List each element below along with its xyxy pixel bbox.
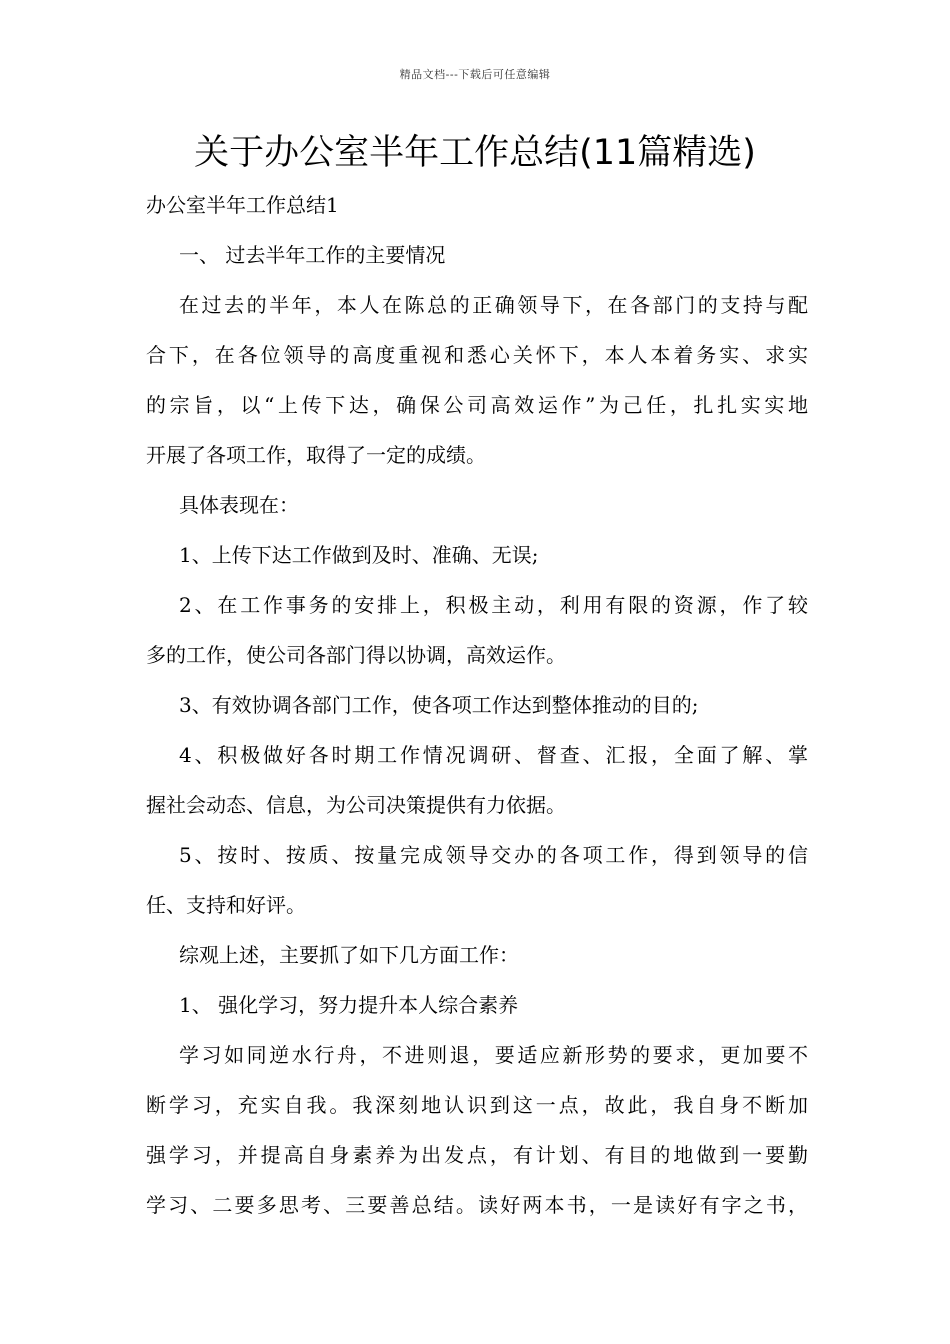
paragraph-line: 具体表现在： <box>179 493 299 517</box>
paragraph-line: 断学习，充实自我。我深刻地认识到这一点，故此，我自身不断加 <box>146 1093 808 1117</box>
paragraph-line: 在过去的半年，本人在陈总的正确领导下，在各部门的支持与配 <box>179 293 808 317</box>
list-item: 1、上传下达工作做到及时、准确、无误; <box>179 543 539 567</box>
document-title: 关于办公室半年工作总结(11篇精选) <box>194 133 756 173</box>
list-item: 2、在工作事务的安排上，积极主动，利用有限的资源，作了较 <box>179 593 808 617</box>
paragraph-line: 开展了各项工作，取得了一定的成绩。 <box>146 443 486 467</box>
paragraph-line: 综观上述，主要抓了如下几方面工作： <box>179 943 519 967</box>
paragraph-line: 合下，在各位领导的高度重视和悉心关怀下，本人本着务实、求实 <box>146 343 808 367</box>
list-item-continuation: 握社会动态、信息，为公司决策提供有力依据。 <box>146 793 566 817</box>
paragraph-line: 强学习，并提高自身素养为出发点，有计划、有目的地做到一要勤 <box>146 1143 808 1167</box>
subsection-heading: 一、 过去半年工作的主要情况 <box>179 243 446 267</box>
list-item: 4、积极做好各时期工作情况调研、督查、汇报，全面了解、掌 <box>179 743 808 767</box>
section-heading: 办公室半年工作总结1 <box>146 193 339 217</box>
paragraph-line: 学习、二要多思考、三要善总结。读好两本书，一是读好有字之书， <box>146 1193 808 1217</box>
document-body <box>146 180 808 1230</box>
paragraph-line: 的宗旨，以“上传下达，确保公司高效运作”为己任，扎扎实实地 <box>146 393 808 417</box>
list-item-continuation: 多的工作，使公司各部门得以协调，高效运作。 <box>146 643 566 667</box>
header-note: 精品文档---下载后可任意编辑 <box>399 68 551 81</box>
list-item-continuation: 任、支持和好评。 <box>146 893 306 917</box>
subsection-heading: 1、 强化学习，努力提升本人综合素养 <box>179 993 519 1017</box>
list-item: 3、有效协调各部门工作，使各项工作达到整体推动的目的; <box>179 693 699 717</box>
list-item: 5、按时、按质、按量完成领导交办的各项工作，得到领导的信 <box>179 843 808 867</box>
paragraph-line: 学习如同逆水行舟，不进则退，要适应新形势的要求，更加要不 <box>179 1043 808 1067</box>
